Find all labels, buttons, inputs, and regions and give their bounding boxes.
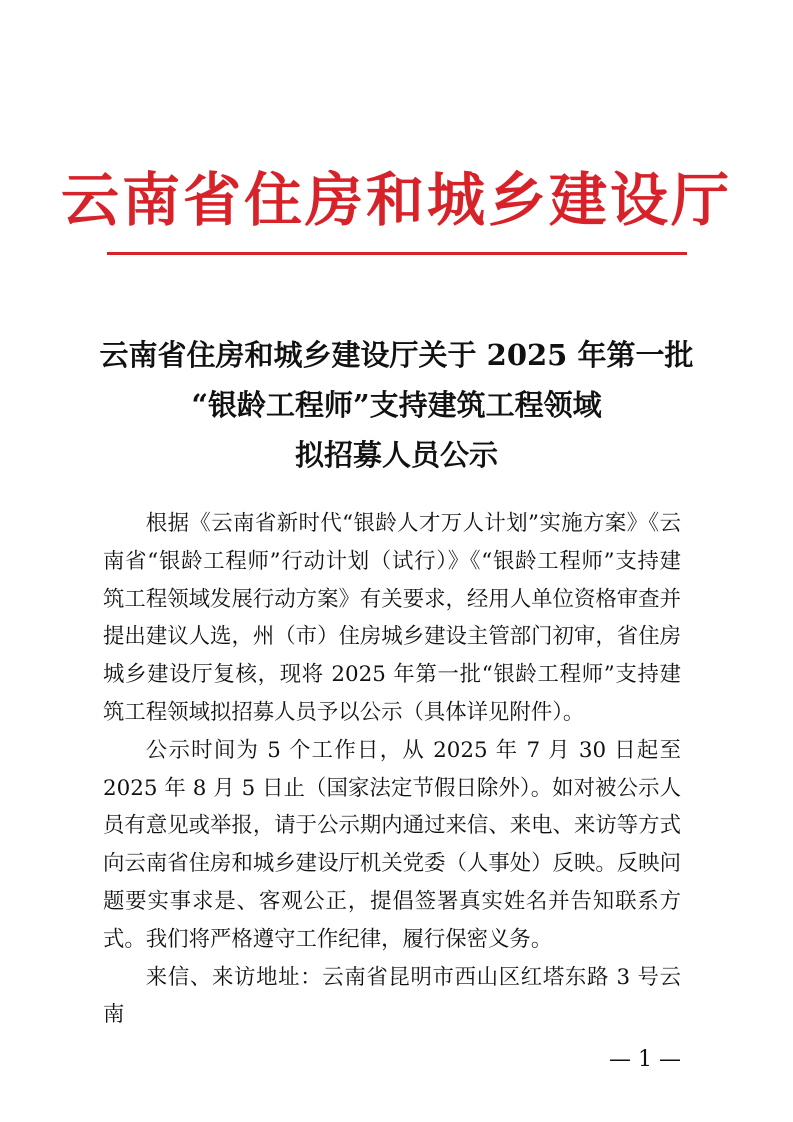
- letterhead-title: 云南省住房和城乡建设厅: [60, 166, 732, 234]
- paragraph-basis: 根据《云南省新时代“银龄人才万人计划”实施方案》《云南省“银龄工程师”行动计划（试行）》《“银龄工程师”支持建筑工程领域发展行动方案》有关要求，经用人单位资格审查并提出建议人选，州（市）住房城乡建设主管部门初审，省住房城乡建设厅复核，现将 2025 年第一批“银龄工程师”支持建筑工程领域拟招募人员予以公示（具体详见附件）。: [103, 511, 681, 725]
- paragraph-contact-address: 来信、来访地址：云南省昆明市西山区红塔东路 3 号云南: [103, 964, 681, 1028]
- document-title-line-1: 云南省住房和城乡建设厅关于 2025 年第一批: [99, 338, 694, 372]
- document-title: [60, 330, 733, 480]
- document-title-line-3: 拟招募人员公示: [294, 438, 498, 472]
- page-number: — 1 —: [609, 1047, 681, 1072]
- document-body: [103, 505, 681, 1034]
- document-title-line-2: “银龄工程师”支持建筑工程领域: [191, 388, 602, 422]
- letterhead-red-rule: [107, 252, 687, 255]
- paragraph-publicity-period: 公示时间为 5 个工作日，从 2025 年 7 月 30 日起至 2025 年 8 月 5 日止（国家法定节假日除外）。如对被公示人员有意见或举报，请于公示期内通过来信、来电、来访等方式向云南省住房和城乡建设厅机关党委（人事处）反映。反映问题要实事求是、客观公正，提倡签署真实姓名并告知联系方式。我们将严格遵守工作纪律，履行保密义务。: [103, 737, 681, 952]
